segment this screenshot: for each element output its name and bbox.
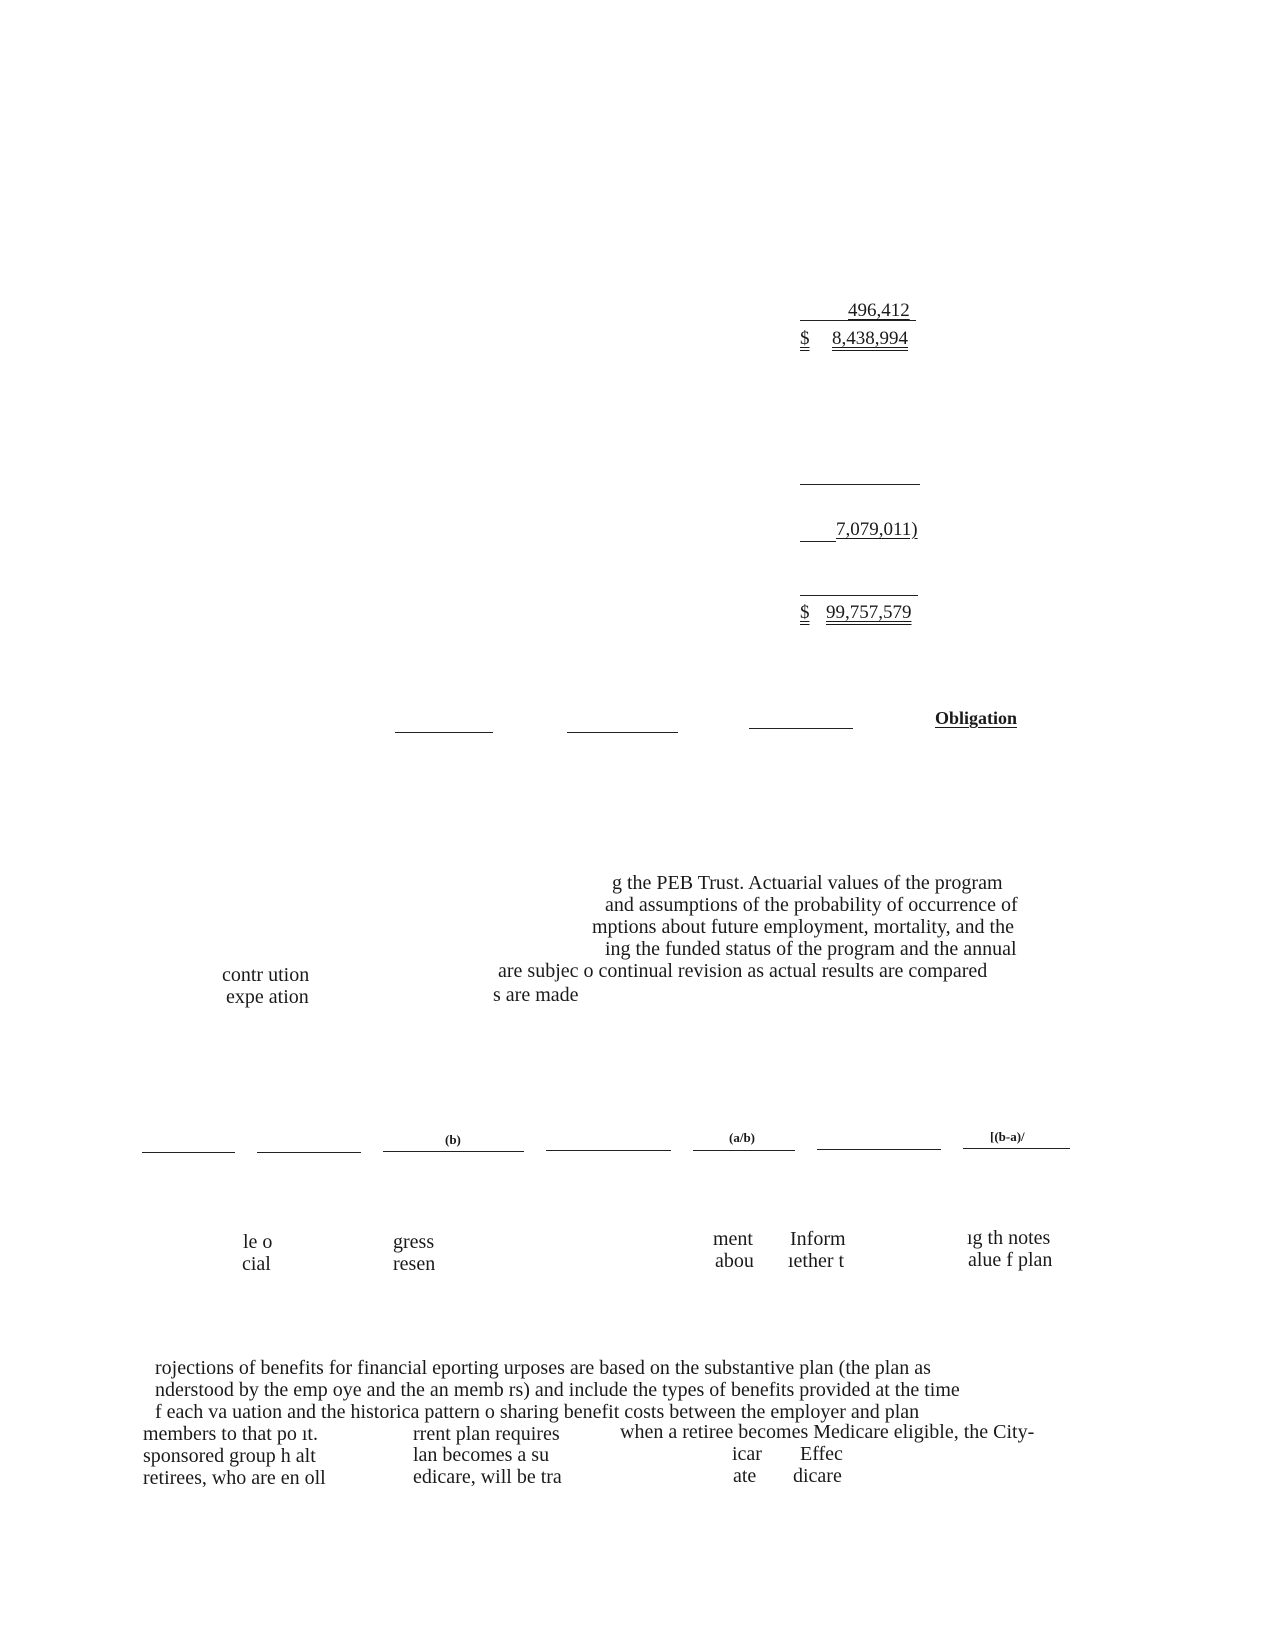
frag-5b: alue f plan [968,1249,1053,1271]
col-bab-header: [(b-a)/ [990,1129,1025,1144]
para2-line-2: nderstood by the emp oye and the an memb rs) and include the types of benefits provided at the time [155,1379,960,1401]
header-rule-3 [749,728,853,729]
col-ab-header: (a/b) [729,1130,755,1145]
header-rule-1 [395,732,493,733]
rule-blank [800,484,920,485]
para1-left-1: contr ution [222,964,310,986]
para2-line-4a: members to that po ıt. [143,1423,318,1445]
sched-rule-1 [142,1152,235,1153]
para1-line-1: g the PEB Trust. Actuarial values of the program [612,872,1003,894]
para2-line-5d: Effec [800,1443,843,1465]
para2-line-5b: lan becomes a su [413,1444,550,1466]
amount-4-sign: $ [800,602,810,623]
frag-5a: ıg th notes [967,1227,1051,1249]
para2-line-5c: icar [732,1443,762,1465]
frag-1a: le o [243,1231,273,1253]
para2-line-1: rojections of benefits for financial eporting urposes are based on the substantive plan (the plan as [155,1357,931,1379]
header-rule-2 [567,732,678,733]
amount-2: 8,438,994 [832,328,908,349]
para2-line-5a: sponsored group h alt [143,1445,316,1467]
amount-1: 496,412 [848,300,910,321]
para1-line-4: ing the funded status of the program and the annual [605,938,1017,960]
amount-2-sign: $ [800,328,810,349]
frag-3b: abou [715,1250,754,1272]
para1-line-5: are subjec o continual revision as actual results are compared [498,960,988,982]
para1-line-2: and assumptions of the probability of occurrence of [605,894,1018,916]
col-b-header: (b) [445,1132,461,1147]
para2-line-6a: retirees, who are en oll [143,1467,326,1489]
amount-4: 99,757,579 [826,602,912,623]
sched-rule-6 [817,1149,941,1150]
frag-1b: cial [242,1253,271,1275]
para1-left-2: expe ation [226,986,309,1008]
frag-4a: Inform [790,1228,846,1250]
header-obligation: Obligation [935,708,1018,728]
sched-rule-7 [963,1148,1070,1149]
frag-4b: ıether t [788,1250,845,1272]
para1-line-6: s are made [493,984,579,1006]
frag-2a: gress [393,1231,435,1253]
amount-3: 7,079,011) [836,519,918,540]
sched-rule-3 [383,1151,524,1152]
para2-line-4c: when a retiree becomes Medicare eligible, the City- [620,1421,1035,1443]
sched-rule-2 [257,1152,361,1153]
para2-line-6d: dicare [793,1465,842,1487]
rule-a3-lead [800,541,836,542]
para2-line-3: f each va uation and the historica pattern o sharing benefit costs between the employer and plan [155,1401,920,1423]
sched-rule-4 [546,1150,671,1151]
para2-line-6b: edicare, will be tra [413,1466,562,1488]
para1-line-3: mptions about future employment, mortality, and the [592,916,1014,938]
sched-rule-5 [693,1150,795,1151]
rule-a4-over [800,595,918,596]
frag-2b: resen [393,1253,436,1275]
frag-3a: ment [713,1228,753,1250]
para2-line-6c: ate [733,1465,757,1487]
para2-line-4b: rrent plan requires [413,1423,560,1445]
